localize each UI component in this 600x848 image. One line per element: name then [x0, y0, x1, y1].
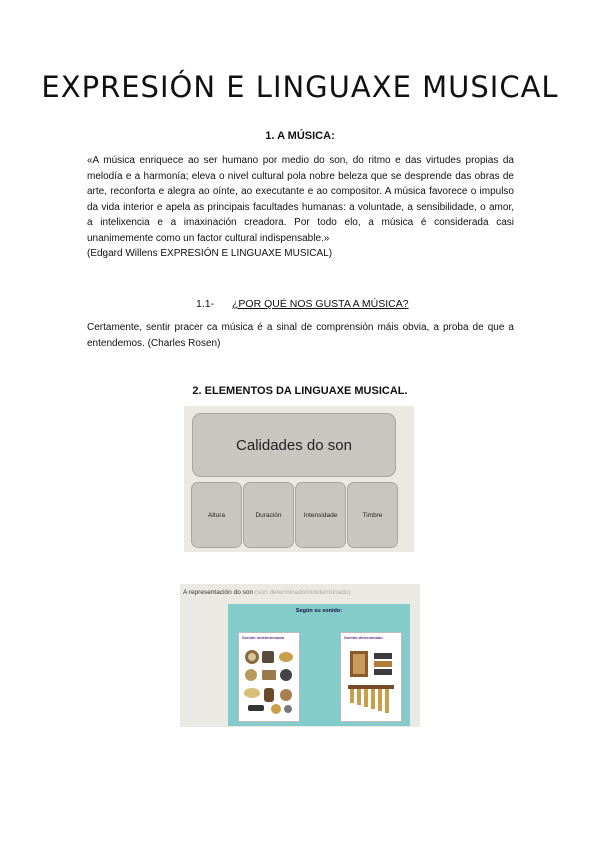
quote-attribution: (Edgard Willens EXPRESIÓN E LINGUAXE MUSICAL)	[87, 248, 333, 259]
section-1-quote	[87, 153, 514, 262]
quality-intensity: Intensidade	[295, 482, 346, 548]
quality-pitch: Altura	[191, 482, 242, 548]
section-1-1-text: Certamente, sentir pracer ca música é a sinal de comprensión máis obvia, a proba de que a entendemos. (Charles Rosen)	[87, 322, 514, 349]
sound-representation-figure	[180, 584, 420, 727]
indeterminate-label: Sonido indeterminado	[242, 635, 285, 640]
determinate-label: Sonido determinado	[344, 635, 383, 640]
quality-duration: Duración	[243, 482, 294, 548]
section-1-1-number: 1.1-	[196, 298, 215, 310]
figure-2-subheading: (son determinado/indeterminado)	[254, 589, 351, 596]
section-1-1-title: ¿POR QUÉ NOS GUSTA A MÚSICA?	[232, 298, 409, 310]
panel-title: Según su sonido:	[295, 608, 343, 614]
pitched-instruments-image	[344, 643, 398, 717]
page-title: EXPRESIÓN E LINGUAXE MUSICAL	[41, 70, 559, 104]
sound-qualities-diagram	[184, 406, 414, 552]
percussion-instruments-image	[242, 643, 296, 717]
section-1-1-heading	[196, 298, 409, 310]
instrument-panel	[228, 604, 410, 726]
quality-timbre: Timbre	[347, 482, 398, 548]
indeterminate-card	[238, 632, 300, 722]
determinate-card	[340, 632, 402, 722]
sound-qualities-box: Calidades do son	[192, 413, 396, 477]
section-1-heading: 1. A MÚSICA:	[265, 130, 335, 142]
section-2-heading: 2. ELEMENTOS DA LINGUAXE MUSICAL.	[192, 385, 408, 397]
quote-text: «A música enriquece ao ser humano por medio do son, do ritmo e das virtudes propias da melodía e a harmonía; eleva o nivel cultural pola nobre beleza que se desprende das obras de arte, reconforta e alegra ao oínte, ao executante e ao compositor. A música favorece o impulso da vida interior e apela as principais facultades humanas: a voluntade, a sensibilidade, o amor, a intelixencia e a imaxinación creadora. Por todo elo, a música é considerada casi unanimemente como un factor cultural indispensable.»	[87, 155, 514, 244]
figure-2-caption	[183, 589, 351, 596]
figure-2-heading: A representación do son	[183, 589, 254, 596]
